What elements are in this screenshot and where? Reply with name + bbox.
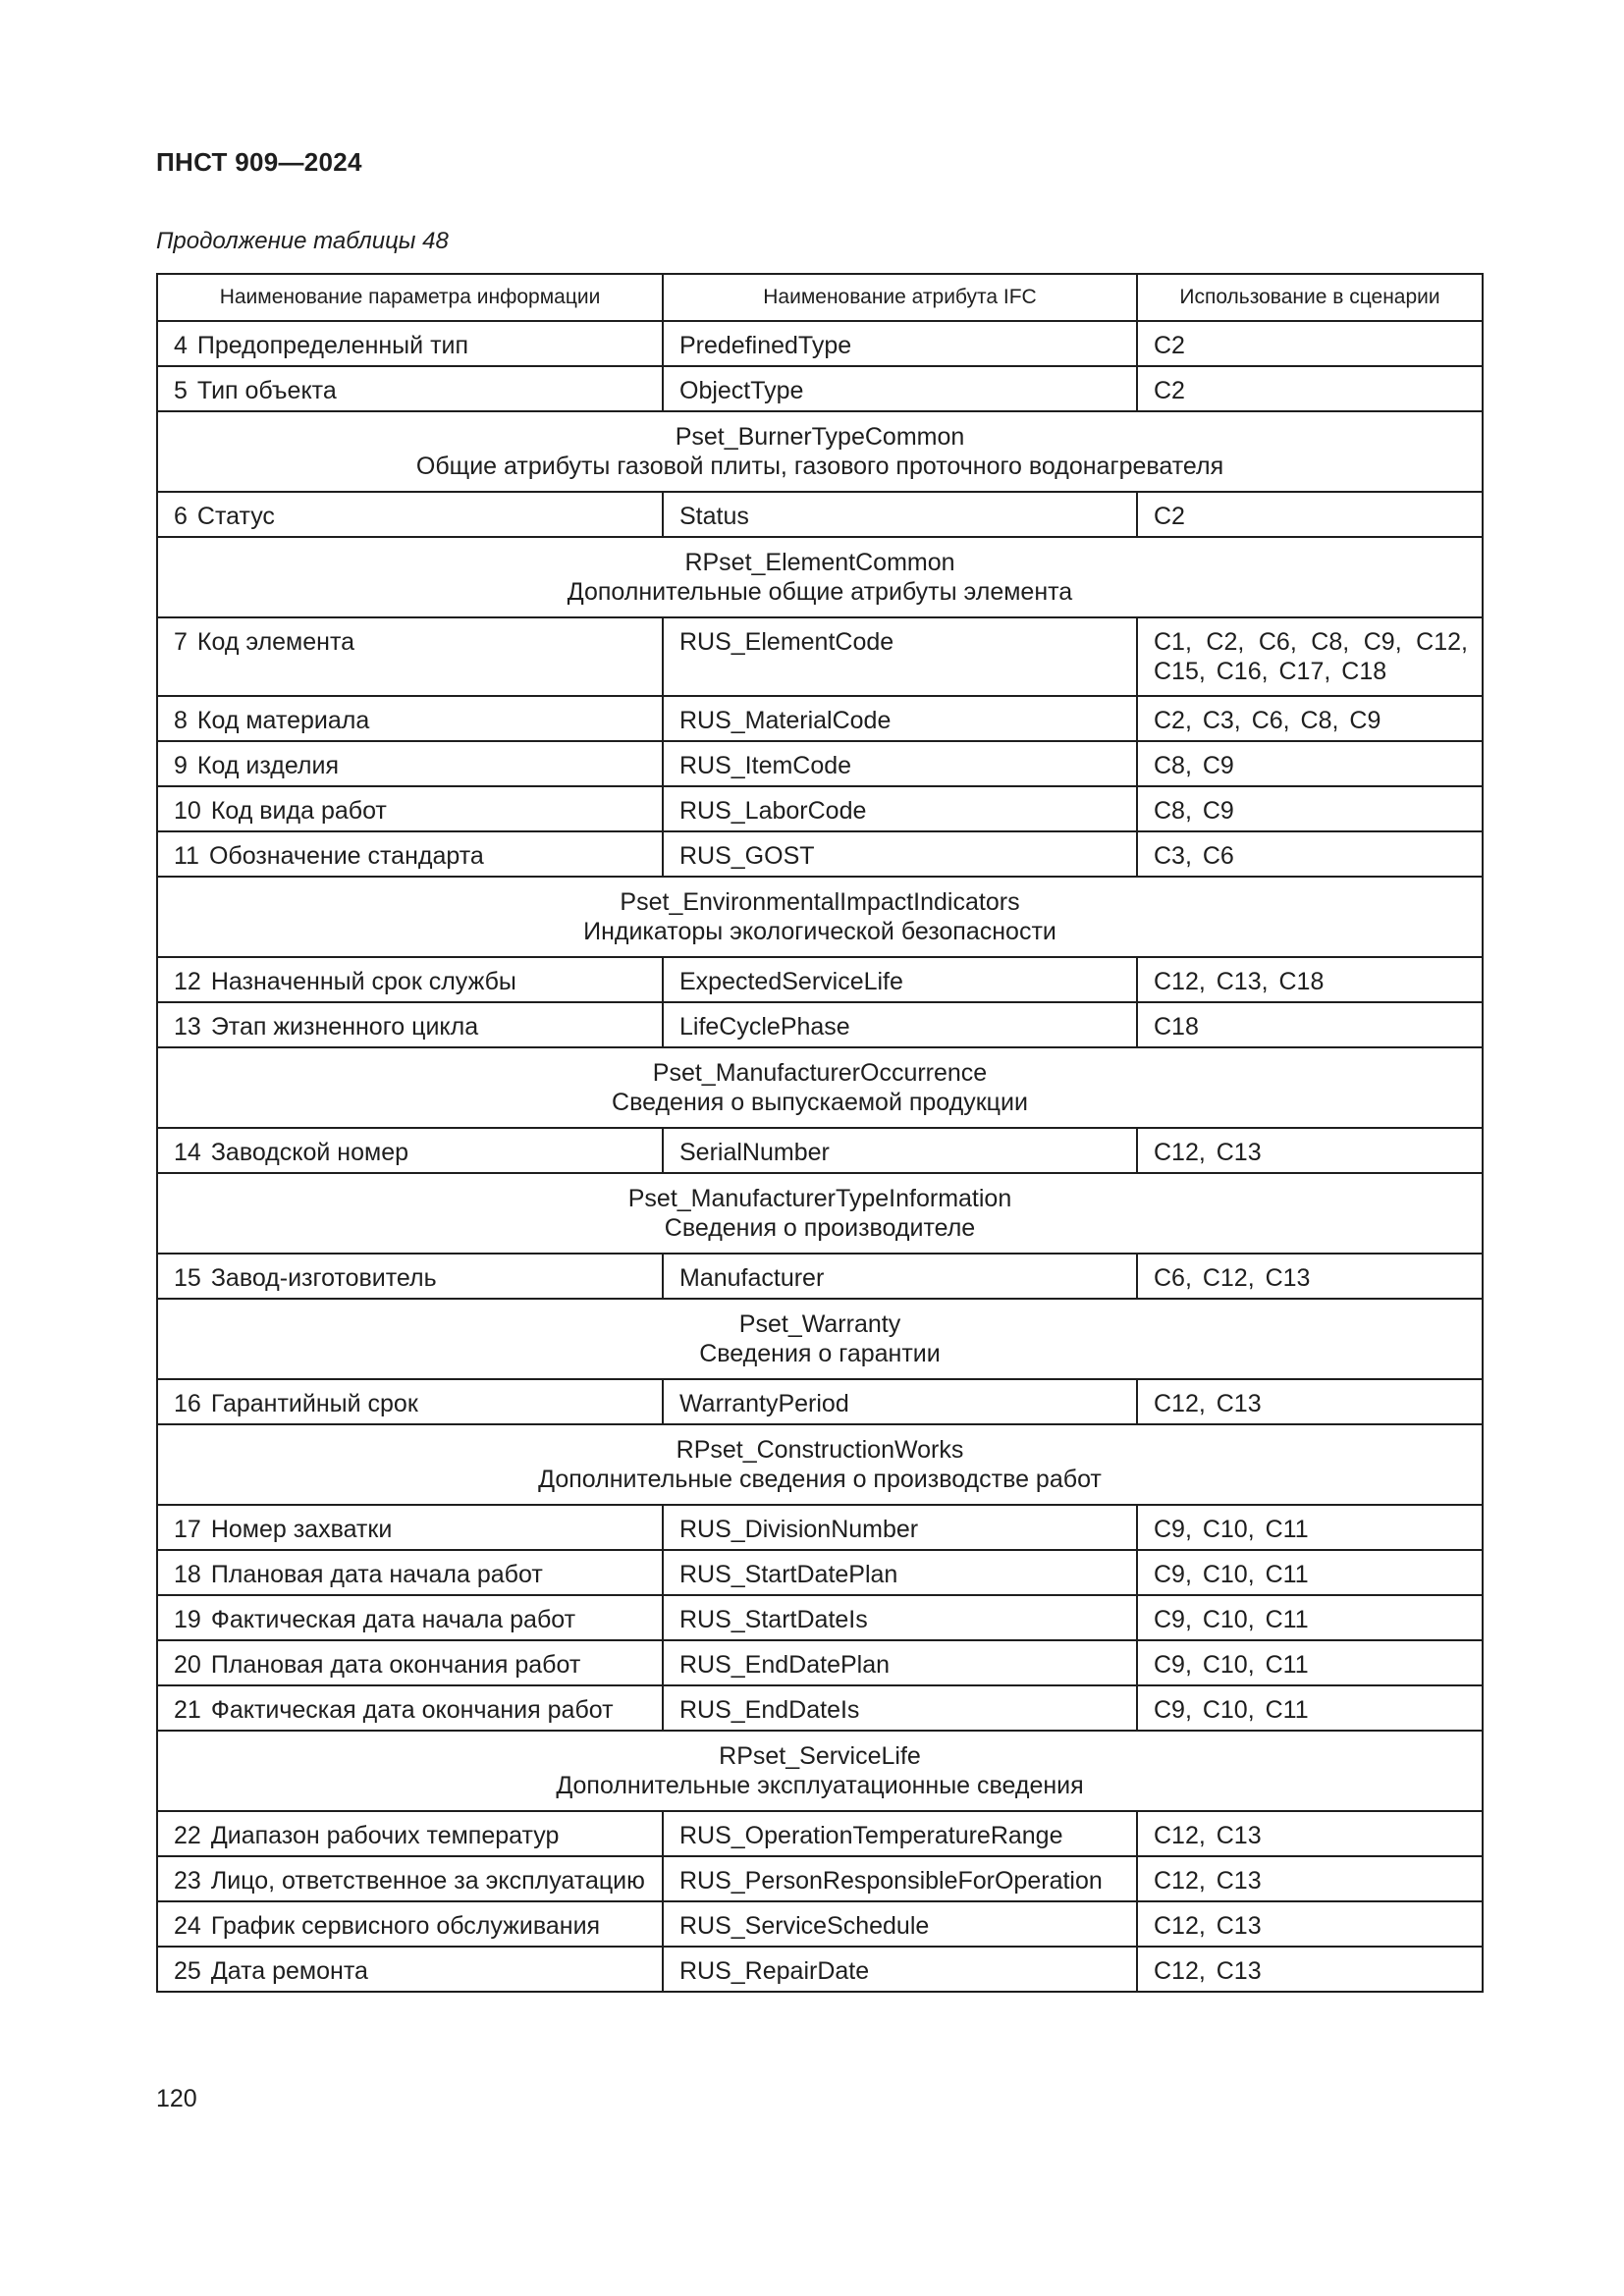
param-name: Предопределенный тип xyxy=(196,332,469,359)
param-cell xyxy=(157,1947,663,1992)
param-name: Дата ремонта xyxy=(210,1957,368,1985)
table-row xyxy=(157,1505,1483,1550)
param-name: Этап жизненного цикла xyxy=(210,1013,479,1041)
param-cell xyxy=(157,1550,663,1595)
ifc-attribute: RUS_PersonResponsibleForOperation xyxy=(663,1856,1137,1901)
group-header-cell xyxy=(157,1047,1483,1128)
ifc-attribute: Status xyxy=(663,492,1137,537)
param-cell xyxy=(157,1595,663,1640)
group-header-row xyxy=(157,877,1483,957)
table-row xyxy=(157,321,1483,366)
scenario-usage-text: C2 xyxy=(1154,377,1185,404)
table-row xyxy=(157,831,1483,877)
table-header-row xyxy=(157,274,1483,321)
param-name: Завод-изготовитель xyxy=(210,1264,437,1292)
param-name: Гарантийный срок xyxy=(210,1390,418,1417)
ifc-attribute: RUS_ServiceSchedule xyxy=(663,1901,1137,1947)
scenario-usage-text: C9, C10, C11 xyxy=(1154,1651,1309,1679)
table-row xyxy=(157,617,1483,696)
header-scenario: Использование в сценарии xyxy=(1137,274,1483,321)
scenario-usage xyxy=(1137,1254,1483,1299)
param-cell xyxy=(157,1002,663,1047)
scenario-usage xyxy=(1137,492,1483,537)
table-row xyxy=(157,1002,1483,1047)
scenario-usage-text: C9, C10, C11 xyxy=(1154,1696,1309,1724)
param-name: Плановая дата начала работ xyxy=(210,1561,543,1588)
table-row xyxy=(157,1685,1483,1731)
page-number: 120 xyxy=(156,2085,197,2112)
ifc-attribute: LifeCyclePhase xyxy=(663,1002,1137,1047)
scenario-usage xyxy=(1137,1685,1483,1731)
param-cell xyxy=(157,1685,663,1731)
table-row xyxy=(157,366,1483,411)
scenario-usage-text: C2 xyxy=(1154,332,1185,359)
group-pset-name: RPset_ServiceLife xyxy=(719,1742,921,1770)
scenario-usage xyxy=(1137,1505,1483,1550)
scenario-usage xyxy=(1137,1128,1483,1173)
scenario-usage-text: C6, C12, C13 xyxy=(1154,1264,1311,1292)
group-description: Индикаторы экологической безопасности xyxy=(583,918,1056,945)
scenario-usage xyxy=(1137,1856,1483,1901)
scenario-usage-text: C12, C13 xyxy=(1154,1957,1262,1985)
table-caption: Продолжение таблицы 48 xyxy=(156,228,449,254)
ifc-attribute: Manufacturer xyxy=(663,1254,1137,1299)
row-number: 22 xyxy=(174,1822,201,1849)
row-number: 15 xyxy=(174,1264,201,1292)
group-description: Сведения о производителе xyxy=(664,1214,976,1242)
param-name: Обозначение стандарта xyxy=(208,842,484,870)
group-header-cell xyxy=(157,1424,1483,1505)
scenario-usage xyxy=(1137,1901,1483,1947)
row-number: 13 xyxy=(174,1013,201,1041)
scenario-usage-text: C18 xyxy=(1154,1013,1199,1041)
table-row xyxy=(157,1254,1483,1299)
param-name: Код элемента xyxy=(196,628,355,656)
scenario-usage-text: C9, C10, C11 xyxy=(1154,1516,1309,1543)
row-number: 5 xyxy=(174,377,188,404)
table-row xyxy=(157,1856,1483,1901)
header-attr: Наименование атрибута IFC xyxy=(663,274,1137,321)
group-description: Сведения о выпускаемой продукции xyxy=(612,1089,1028,1116)
ifc-attribute: ObjectType xyxy=(663,366,1137,411)
ifc-attribute: ExpectedServiceLife xyxy=(663,957,1137,1002)
ifc-attribute: RUS_ItemCode xyxy=(663,741,1137,786)
table-row xyxy=(157,957,1483,1002)
scenario-usage xyxy=(1137,1811,1483,1856)
table-row xyxy=(157,1811,1483,1856)
param-cell xyxy=(157,1901,663,1947)
param-name: Код материала xyxy=(196,707,370,734)
ifc-attribute: RUS_StartDatePlan xyxy=(663,1550,1137,1595)
ifc-attribute: RUS_EndDateIs xyxy=(663,1685,1137,1731)
ifc-attribute: RUS_DivisionNumber xyxy=(663,1505,1137,1550)
row-number: 6 xyxy=(174,503,188,530)
scenario-usage xyxy=(1137,1002,1483,1047)
table-row xyxy=(157,1947,1483,1992)
group-description: Сведения о гарантии xyxy=(699,1340,941,1367)
group-header-row xyxy=(157,1299,1483,1379)
scenario-usage-text: C2 xyxy=(1154,503,1185,530)
row-number: 7 xyxy=(174,628,188,656)
scenario-usage xyxy=(1137,1379,1483,1424)
scenario-usage-text: C9, C10, C11 xyxy=(1154,1561,1309,1588)
scenario-usage xyxy=(1137,1595,1483,1640)
ifc-attribute: RUS_LaborCode xyxy=(663,786,1137,831)
scenario-usage-text: C12, C13 xyxy=(1154,1390,1262,1417)
param-cell xyxy=(157,617,663,696)
parameters-table xyxy=(156,273,1484,1993)
group-header-row xyxy=(157,1047,1483,1128)
scenario-usage-text: C2, C3, C6, C8, C9 xyxy=(1154,707,1381,734)
ifc-attribute: RUS_MaterialCode xyxy=(663,696,1137,741)
param-name: Код вида работ xyxy=(210,797,387,825)
param-cell xyxy=(157,1379,663,1424)
ifc-attribute: PredefinedType xyxy=(663,321,1137,366)
ifc-attribute: WarrantyPeriod xyxy=(663,1379,1137,1424)
row-number: 23 xyxy=(174,1867,201,1895)
table-row xyxy=(157,492,1483,537)
scenario-usage xyxy=(1137,1640,1483,1685)
param-name: Тип объекта xyxy=(196,377,337,404)
param-cell xyxy=(157,831,663,877)
scenario-usage-text: C8, C9 xyxy=(1154,797,1234,825)
scenario-usage xyxy=(1137,957,1483,1002)
param-cell xyxy=(157,786,663,831)
group-header-cell xyxy=(157,411,1483,492)
param-cell xyxy=(157,366,663,411)
scenario-usage-text: C12, C13 xyxy=(1154,1822,1262,1849)
group-header-row xyxy=(157,1173,1483,1254)
ifc-attribute: RUS_StartDateIs xyxy=(663,1595,1137,1640)
table-body xyxy=(157,321,1483,1992)
group-header-row xyxy=(157,537,1483,617)
param-name: Код изделия xyxy=(196,752,339,779)
row-number: 10 xyxy=(174,797,201,825)
ifc-attribute: RUS_RepairDate xyxy=(663,1947,1137,1992)
param-cell xyxy=(157,1254,663,1299)
scenario-usage-text: C8, C9 xyxy=(1154,752,1234,779)
table-row xyxy=(157,1128,1483,1173)
param-cell xyxy=(157,1128,663,1173)
scenario-usage xyxy=(1137,1550,1483,1595)
table-row xyxy=(157,1379,1483,1424)
param-name: Лицо, ответственное за эксплуатацию xyxy=(210,1867,645,1895)
row-number: 18 xyxy=(174,1561,201,1588)
param-name: Заводской номер xyxy=(210,1139,408,1166)
table-row xyxy=(157,1640,1483,1685)
row-number: 25 xyxy=(174,1957,201,1985)
table-row xyxy=(157,741,1483,786)
table-row xyxy=(157,696,1483,741)
table-row xyxy=(157,1901,1483,1947)
row-number: 9 xyxy=(174,752,188,779)
row-number: 21 xyxy=(174,1696,201,1724)
param-name: Назначенный срок службы xyxy=(210,968,516,995)
row-number: 16 xyxy=(174,1390,201,1417)
group-pset-name: RPset_ConstructionWorks xyxy=(676,1436,964,1464)
document-code: ПНСТ 909—2024 xyxy=(156,147,362,177)
param-name: Фактическая дата начала работ xyxy=(210,1606,576,1633)
scenario-usage xyxy=(1137,1947,1483,1992)
param-cell xyxy=(157,492,663,537)
table-row xyxy=(157,786,1483,831)
group-header-row xyxy=(157,1731,1483,1811)
row-number: 8 xyxy=(174,707,188,734)
param-name: Номер захватки xyxy=(210,1516,393,1543)
scenario-usage xyxy=(1137,321,1483,366)
scenario-usage xyxy=(1137,366,1483,411)
param-cell xyxy=(157,321,663,366)
scenario-usage-text: C9, C10, C11 xyxy=(1154,1606,1309,1633)
param-name: График сервисного обслуживания xyxy=(210,1912,601,1940)
group-description: Общие атрибуты газовой плиты, газового проточного водонагревателя xyxy=(415,453,1224,480)
param-cell xyxy=(157,1856,663,1901)
row-number: 17 xyxy=(174,1516,201,1543)
group-header-cell xyxy=(157,1173,1483,1254)
scenario-usage xyxy=(1137,831,1483,877)
scenario-usage-text: C12, C13, C18 xyxy=(1154,968,1325,995)
row-number: 11 xyxy=(174,842,199,870)
scenario-usage-text: C3, C6 xyxy=(1154,842,1234,870)
table-row xyxy=(157,1595,1483,1640)
group-pset-name: Pset_ManufacturerOccurrence xyxy=(652,1059,988,1087)
group-pset-name: Pset_ManufacturerTypeInformation xyxy=(627,1185,1012,1212)
group-header-row xyxy=(157,1424,1483,1505)
row-number: 14 xyxy=(174,1139,201,1166)
group-pset-name: Pset_BurnerTypeCommon xyxy=(675,423,965,451)
row-number: 19 xyxy=(174,1606,201,1633)
group-pset-name: Pset_Warranty xyxy=(738,1310,901,1338)
group-header-cell xyxy=(157,1299,1483,1379)
scenario-usage xyxy=(1137,696,1483,741)
group-description: Дополнительные сведения о производстве работ xyxy=(538,1466,1102,1493)
table-row xyxy=(157,1550,1483,1595)
scenario-usage-text: C12, C13 xyxy=(1154,1139,1262,1166)
param-name: Диапазон рабочих температур xyxy=(210,1822,560,1849)
group-pset-name: RPset_ElementCommon xyxy=(684,549,955,576)
scenario-usage xyxy=(1137,617,1483,696)
group-description: Дополнительные общие атрибуты элемента xyxy=(567,578,1073,606)
ifc-attribute: RUS_GOST xyxy=(663,831,1137,877)
param-cell xyxy=(157,1505,663,1550)
ifc-attribute: RUS_EndDatePlan xyxy=(663,1640,1137,1685)
row-number: 12 xyxy=(174,968,201,995)
group-pset-name: Pset_EnvironmentalImpactIndicators xyxy=(620,888,1020,916)
param-name: Плановая дата окончания работ xyxy=(210,1651,581,1679)
scenario-usage-text: C1, C2, C6, C8, C9, C12, C15, C16, C17, C18 xyxy=(1154,628,1468,685)
scenario-usage-text: C12, C13 xyxy=(1154,1912,1262,1940)
group-header-cell xyxy=(157,1731,1483,1811)
ifc-attribute: RUS_ElementCode xyxy=(663,617,1137,696)
param-cell xyxy=(157,1640,663,1685)
ifc-attribute: SerialNumber xyxy=(663,1128,1137,1173)
scenario-usage xyxy=(1137,741,1483,786)
group-header-row xyxy=(157,411,1483,492)
group-header-cell xyxy=(157,537,1483,617)
param-cell xyxy=(157,696,663,741)
param-cell xyxy=(157,957,663,1002)
param-name: Статус xyxy=(196,503,275,530)
scenario-usage xyxy=(1137,786,1483,831)
param-cell xyxy=(157,1811,663,1856)
ifc-attribute: RUS_OperationTemperatureRange xyxy=(663,1811,1137,1856)
group-header-cell xyxy=(157,877,1483,957)
header-param: Наименование параметра информации xyxy=(157,274,663,321)
param-name: Фактическая дата окончания работ xyxy=(210,1696,614,1724)
param-cell xyxy=(157,741,663,786)
scenario-usage-text: C12, C13 xyxy=(1154,1867,1262,1895)
group-description: Дополнительные эксплуатационные сведения xyxy=(556,1772,1084,1799)
row-number: 4 xyxy=(174,332,188,359)
row-number: 20 xyxy=(174,1651,201,1679)
row-number: 24 xyxy=(174,1912,201,1940)
